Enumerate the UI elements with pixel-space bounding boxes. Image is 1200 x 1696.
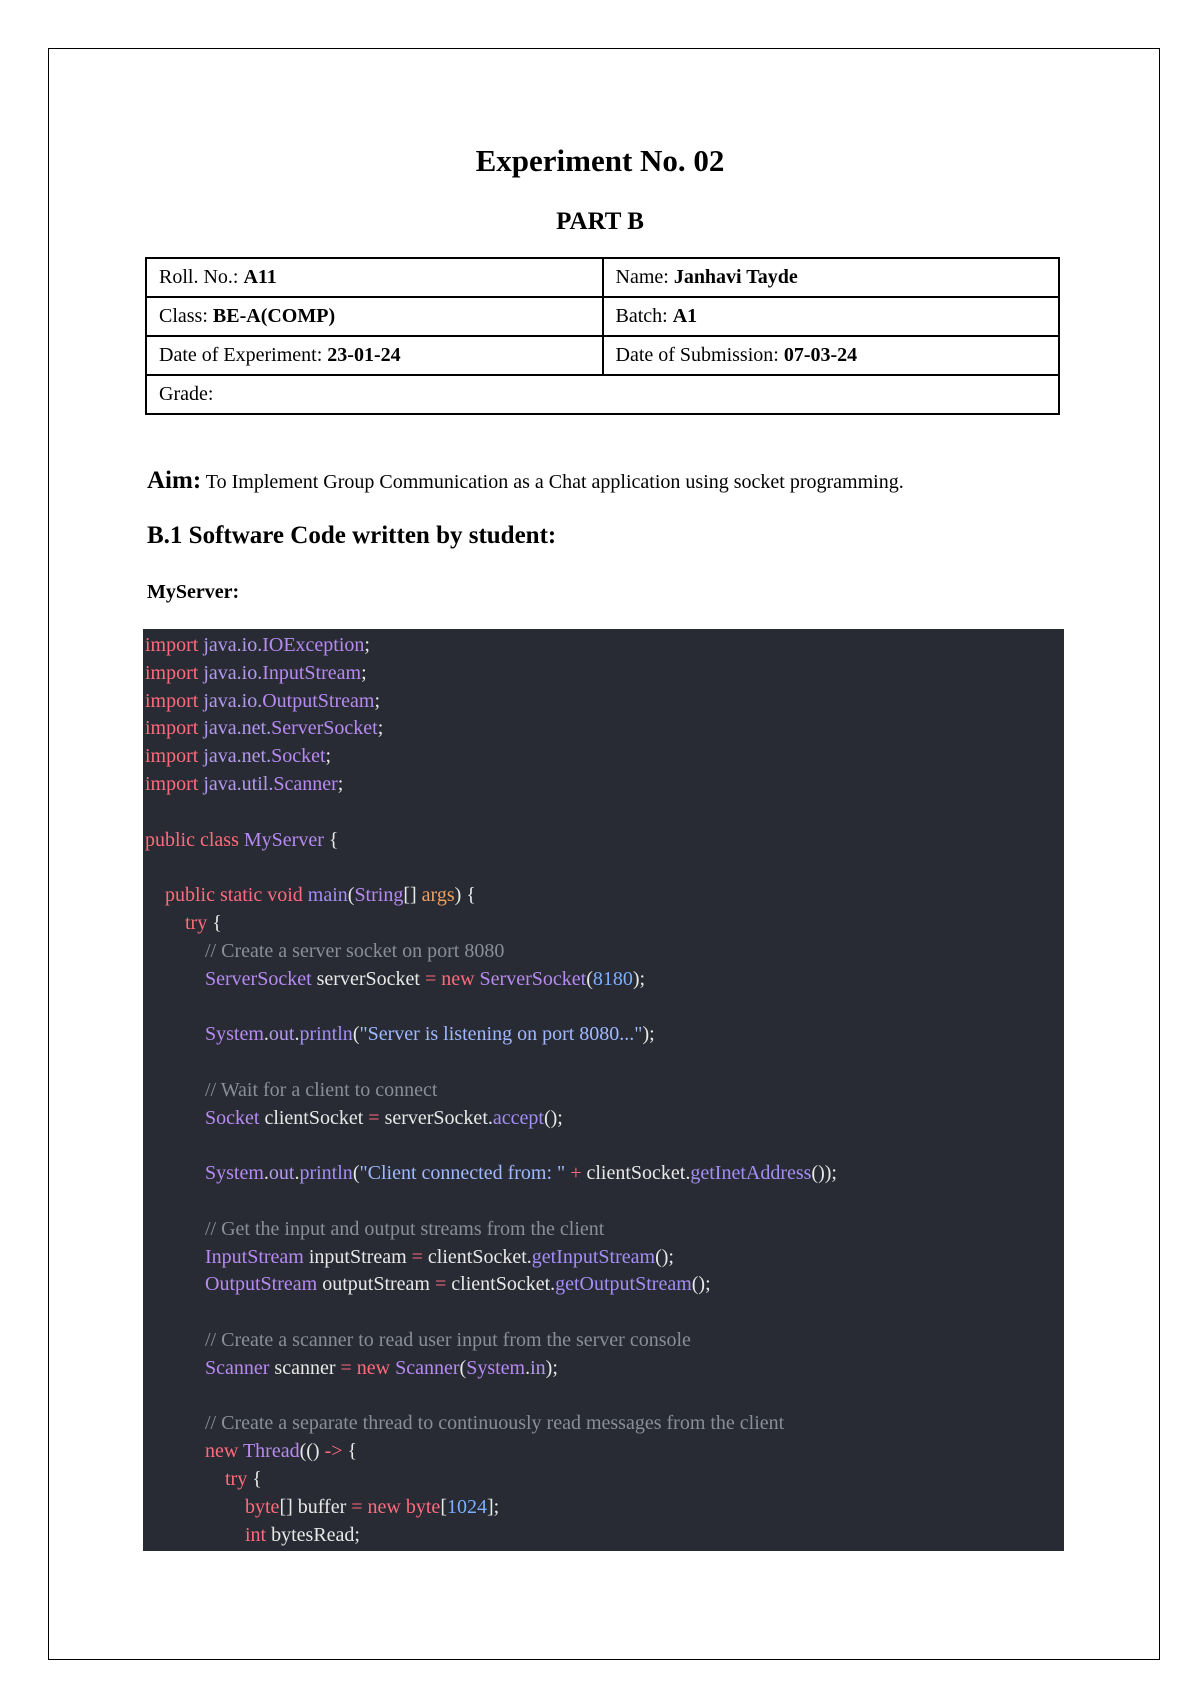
class-label: Class: xyxy=(159,305,213,327)
code-line xyxy=(143,1271,1064,1299)
code-token: String xyxy=(354,884,404,907)
code-token: = xyxy=(434,1273,447,1296)
code-line xyxy=(143,1327,1064,1355)
code-token: ; xyxy=(325,745,332,768)
code-token xyxy=(145,912,185,934)
code-line xyxy=(143,1132,1064,1160)
code-line xyxy=(143,660,1064,688)
code-token: System xyxy=(205,1162,264,1185)
code-token: { xyxy=(323,828,339,851)
code-line xyxy=(143,799,1064,827)
code-token: . xyxy=(294,1162,300,1185)
code-token: accept xyxy=(492,1106,544,1129)
code-token: println xyxy=(299,1162,353,1185)
code-token: inputStream xyxy=(303,1245,412,1268)
code-token: scanner xyxy=(269,1356,341,1379)
code-token: public class xyxy=(145,828,244,851)
code-token: clientSocket. xyxy=(422,1245,532,1268)
code-token xyxy=(145,968,205,990)
code-token: int xyxy=(245,1523,267,1546)
code-token: [] buffer xyxy=(279,1495,352,1518)
code-token: -> xyxy=(324,1440,343,1463)
code-token: clientSocket. xyxy=(586,1162,691,1185)
code-token: getInputStream xyxy=(531,1245,656,1268)
table-row xyxy=(146,375,1059,414)
code-token: ); xyxy=(642,1023,655,1046)
code-line xyxy=(143,715,1064,743)
code-line xyxy=(143,688,1064,716)
grade-cell xyxy=(146,375,1059,414)
code-token xyxy=(145,1496,245,1518)
code-token: import xyxy=(145,745,199,768)
code-token: ( xyxy=(459,1356,467,1379)
code-token: clientSocket. xyxy=(446,1273,556,1296)
code-token: in xyxy=(530,1356,546,1379)
code-token: serverSocket. xyxy=(379,1106,493,1129)
code-token xyxy=(145,1023,205,1045)
code-token: import xyxy=(145,717,199,740)
code-token: getOutputStream xyxy=(555,1273,692,1296)
code-token: ServerSocket xyxy=(205,967,312,990)
code-token: java.net. xyxy=(198,745,272,768)
code-token: . xyxy=(263,1023,269,1046)
code-token: Scanner xyxy=(273,772,338,795)
date-of-submission-value: 07-03-24 xyxy=(783,344,858,366)
student-name-cell xyxy=(603,258,1060,297)
code-token: [ xyxy=(440,1495,447,1518)
code-line xyxy=(143,1522,1064,1550)
roll-number-cell xyxy=(146,258,603,297)
code-token: = xyxy=(368,1106,380,1129)
code-token: // Create a separate thread to continuously read messages from the client xyxy=(145,1412,785,1435)
student-name-label: Name: xyxy=(615,266,674,288)
code-token xyxy=(145,884,165,906)
code-line xyxy=(143,938,1064,966)
code-line xyxy=(143,882,1064,910)
code-token: getInetAddress xyxy=(690,1162,812,1185)
code-token: . xyxy=(294,1023,300,1046)
code-token: public static void xyxy=(165,884,308,907)
code-token: { xyxy=(207,911,222,934)
code-token: import xyxy=(145,661,199,684)
code-token: = xyxy=(351,1495,363,1518)
table-row xyxy=(146,258,1059,297)
code-line xyxy=(143,743,1064,771)
code-token: (); xyxy=(655,1245,674,1268)
section-heading: B.1 Software Code written by student: xyxy=(147,522,557,549)
code-token: java.util. xyxy=(198,772,274,795)
table-row xyxy=(146,336,1059,375)
code-token: { xyxy=(247,1467,262,1490)
code-token: Scanner xyxy=(395,1356,460,1379)
code-token: byte xyxy=(405,1495,441,1518)
document-title: Experiment No. 02 xyxy=(475,143,725,178)
code-token: out xyxy=(268,1162,295,1185)
code-token: (() xyxy=(299,1440,325,1463)
code-token: ; xyxy=(337,772,344,795)
code-token: out xyxy=(268,1023,295,1046)
code-token: java.net. xyxy=(198,717,272,740)
code-token: Thread xyxy=(242,1440,300,1463)
code-token: serverSocket xyxy=(311,967,425,990)
code-token xyxy=(145,1468,225,1490)
code-line xyxy=(143,1244,1064,1272)
file-label: MyServer: xyxy=(147,581,240,603)
aim-statement xyxy=(147,467,904,495)
code-token: java.io. xyxy=(198,661,263,684)
document-subtitle: PART B xyxy=(556,208,644,235)
batch-value: A1 xyxy=(672,305,698,327)
code-token: { xyxy=(342,1440,358,1463)
code-token: args xyxy=(421,884,455,907)
grade-label: Grade: xyxy=(159,383,214,405)
code-token: = xyxy=(424,967,437,990)
code-token xyxy=(145,1107,205,1129)
code-token: Socket xyxy=(205,1106,260,1129)
code-line xyxy=(143,1188,1064,1216)
code-token: // Create a server socket on port 8080 xyxy=(145,939,505,962)
code-token: Scanner xyxy=(205,1356,270,1379)
roll-number-value: A11 xyxy=(243,266,277,288)
code-token: IOException xyxy=(262,634,365,656)
code-line xyxy=(143,771,1064,799)
code-line xyxy=(143,993,1064,1021)
code-token: java.io. xyxy=(198,634,263,656)
code-line xyxy=(143,910,1064,938)
code-line xyxy=(143,1299,1064,1327)
code-token xyxy=(145,1440,205,1462)
student-info-table xyxy=(145,257,1060,415)
code-token: byte xyxy=(245,1495,280,1518)
code-token: try xyxy=(225,1467,248,1490)
code-token: + xyxy=(565,1162,587,1185)
code-token: System xyxy=(466,1356,526,1379)
code-token: // Create a scanner to read user input from the server console xyxy=(145,1328,691,1351)
class-cell xyxy=(146,297,603,336)
code-token: [] xyxy=(403,884,422,907)
class-value: BE-A(COMP) xyxy=(212,305,336,327)
code-line xyxy=(143,1355,1064,1383)
code-token: ( xyxy=(352,1023,360,1046)
code-token: import xyxy=(145,772,199,795)
date-of-experiment-value: 23-01-24 xyxy=(327,344,401,366)
code-token: (); xyxy=(691,1273,711,1296)
code-token: ( xyxy=(347,884,355,907)
code-token: ServerSocket xyxy=(271,717,378,740)
table-row xyxy=(146,297,1059,336)
code-token xyxy=(145,1246,205,1268)
code-line xyxy=(143,1383,1064,1411)
code-token: 8180 xyxy=(592,967,633,990)
code-token: ( xyxy=(586,967,593,990)
code-token: System xyxy=(205,1023,264,1046)
code-token: "Client connected from: " xyxy=(359,1162,566,1185)
student-name-value: Janhavi Tayde xyxy=(673,266,798,288)
code-token: ; xyxy=(361,661,367,684)
batch-cell xyxy=(603,297,1060,336)
code-token: import xyxy=(145,689,199,712)
code-line xyxy=(143,1438,1064,1466)
code-token: InputStream xyxy=(262,661,362,684)
code-line xyxy=(143,1105,1064,1133)
code-token: ()); xyxy=(811,1162,837,1185)
code-token: ); xyxy=(545,1356,558,1379)
code-line xyxy=(143,966,1064,994)
code-token: clientSocket xyxy=(259,1106,369,1129)
code-line xyxy=(143,1021,1064,1049)
code-line xyxy=(143,854,1064,882)
code-token: MyServer xyxy=(243,828,324,851)
code-token: bytesRead; xyxy=(266,1523,360,1546)
roll-number-label: Roll. No.: xyxy=(159,266,244,288)
code-line xyxy=(143,1466,1064,1494)
code-token: OutputStream xyxy=(262,689,375,712)
code-token xyxy=(145,1162,205,1184)
code-line xyxy=(143,1049,1064,1077)
code-line xyxy=(143,1410,1064,1438)
code-token: ]; xyxy=(486,1495,500,1518)
code-token: "Server is listening on port 8080..." xyxy=(359,1023,643,1046)
code-token: java.io. xyxy=(198,689,263,712)
code-line xyxy=(143,1494,1064,1522)
code-token: ; xyxy=(374,689,380,712)
code-token: new xyxy=(351,1356,396,1379)
code-token xyxy=(145,1524,245,1546)
code-token: InputStream xyxy=(205,1245,304,1268)
code-token xyxy=(145,1273,205,1295)
code-token: ( xyxy=(352,1162,360,1185)
code-token: = xyxy=(411,1245,423,1268)
code-line xyxy=(143,632,1064,660)
code-token: . xyxy=(263,1162,269,1185)
code-token: outputStream xyxy=(317,1273,435,1296)
code-token: try xyxy=(185,911,208,934)
code-line xyxy=(143,1160,1064,1188)
batch-label: Batch: xyxy=(615,305,673,327)
code-token: ServerSocket xyxy=(479,967,587,990)
code-token: // Get the input and output streams from the client xyxy=(145,1217,605,1240)
code-token: . xyxy=(525,1356,531,1379)
code-token: Socket xyxy=(271,745,326,768)
aim-text: To Implement Group Communication as a Chat application using socket programming. xyxy=(201,471,904,493)
code-line xyxy=(143,1216,1064,1244)
code-token: ); xyxy=(632,967,646,990)
code-token: main xyxy=(307,884,348,907)
code-token xyxy=(145,1357,205,1379)
date-of-experiment-label: Date of Experiment: xyxy=(159,344,328,366)
code-token: import xyxy=(145,634,199,656)
code-token: (); xyxy=(543,1106,563,1129)
code-token: ; xyxy=(377,717,384,740)
code-token: = xyxy=(340,1356,352,1379)
code-token: // Wait for a client to connect xyxy=(145,1078,438,1101)
code-token: new xyxy=(362,1495,406,1518)
code-token: println xyxy=(299,1023,353,1046)
code-token: new xyxy=(205,1440,243,1463)
code-token: ; xyxy=(364,634,370,656)
aim-label: Aim: xyxy=(147,467,202,494)
code-token: 1024 xyxy=(446,1495,487,1518)
code-line xyxy=(143,827,1064,855)
code-line xyxy=(143,1077,1064,1105)
code-token: ) { xyxy=(454,884,476,907)
code-block xyxy=(143,629,1064,1551)
date-of-submission-label: Date of Submission: xyxy=(615,344,784,366)
code-token: new xyxy=(436,967,480,990)
code-token: OutputStream xyxy=(205,1273,318,1296)
date-of-experiment-cell xyxy=(146,336,603,375)
date-of-submission-cell xyxy=(603,336,1060,375)
